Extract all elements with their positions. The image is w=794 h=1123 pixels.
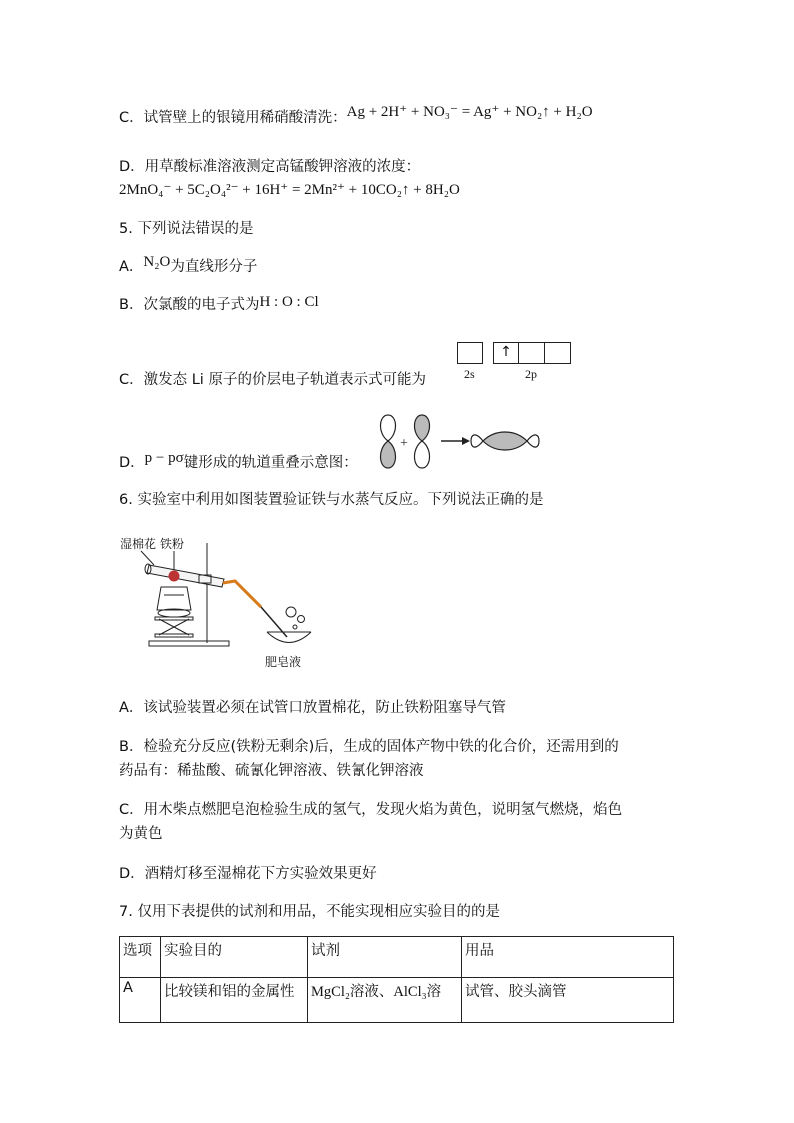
label-iron-powder: 铁粉 [160,537,185,551]
spin-up-arrow-icon: ↑ [500,344,512,360]
hclo-electron-formula: H : O : Cl [259,294,319,310]
orbital-2s-label: 2s [464,367,475,381]
q5-stem: 5. 下列说法错误的是 [119,221,254,237]
q7-table [119,936,674,1023]
header-purpose: 实验目的 [161,937,308,978]
q5-option-c: C．激发态 Li 原子的价层电子轨道表示式可能为 [119,372,426,388]
q4-option-c-equation: Ag + 2H⁺ + NO₃⁻ = Ag⁺ + NO₂↑ + H₂O [346,104,593,120]
label-soap-solution: 肥皂液 [265,655,302,669]
orbital-2p-label: 2p [525,367,537,381]
q5-option-a: A．N₂O为直线形分子 [119,254,258,275]
orbital-2p-box [493,342,519,364]
orbital-2s-box [457,342,483,364]
orbital-diagram [457,342,577,382]
header-option: 选项 [120,937,161,978]
table-row [120,978,674,1023]
header-reagent: 试剂 [308,937,462,978]
q6-option-b-line2: 药品有：稀盐酸、硫氰化钾溶液、铁氰化钾溶液 [119,763,424,779]
q6-stem: 6. 实验室中利用如图装置验证铁与水蒸气反应。下列说法正确的是 [119,492,544,508]
p-p-sigma-formula: p − pσ [144,450,184,466]
row-reagent: MgCl₂溶液、AlCl₃溶 [308,978,462,1023]
orbital-2p-boxes [493,342,571,364]
q4-option-c-label: C．试管壁上的银镜用稀硝酸清洗： [119,110,347,126]
row-option: A [120,978,161,1023]
q5-option-d: D．p − pσ键形成的轨道重叠示意图： [119,450,358,471]
q4-option-c [119,104,593,128]
q7-stem: 7. 仅用下表提供的试剂和用品，不能实现相应实验目的的是 [119,904,500,920]
apparatus-drawing [119,535,319,655]
orbital-2p-box [519,342,545,364]
svg-text:+: + [400,436,408,451]
row-equipment: 试管、胶头滴管 [462,978,674,1023]
header-equipment: 用品 [462,937,674,978]
orbital-2p-box [545,342,571,364]
q6-option-c-line2: 为黄色 [119,826,163,842]
q6-option-a: A．该试验装置必须在试管口放置棉花，防止铁粉阻塞导气管 [119,700,506,716]
iron-steam-apparatus-figure [119,535,319,670]
row-purpose: 比较镁和铝的金属性 [161,978,308,1023]
q4-option-d: D．用草酸标准溶液测定高锰酸钾溶液的浓度： [119,159,421,175]
table-header-row [120,937,674,978]
q6-option-b-line1: B．检验充分反应(铁粉无剩余)后，生成的固体产物中铁的化合价，还需用到的 [119,739,619,755]
q6-option-c-line1: C．用木柴点燃肥皂泡检验生成的氢气，发现火焰为黄色，说明氢气燃烧，焰色 [119,802,623,818]
q6-option-d: D．酒精灯移至湿棉花下方实验效果更好 [119,866,377,882]
q4-option-d-equation: 2MnO₄⁻ + 5C₂O₄²⁻ + 16H⁺ = 2Mn²⁺ + 10CO₂↑ + 8H₂O [119,182,460,198]
label-wet-cotton: 湿棉花 [120,537,157,551]
orbital-overlap-diagram [375,413,545,471]
n2o-formula: N₂O [143,254,171,270]
q5-option-b: B．次氯酸的电子式为H : O : Cl [119,294,319,313]
